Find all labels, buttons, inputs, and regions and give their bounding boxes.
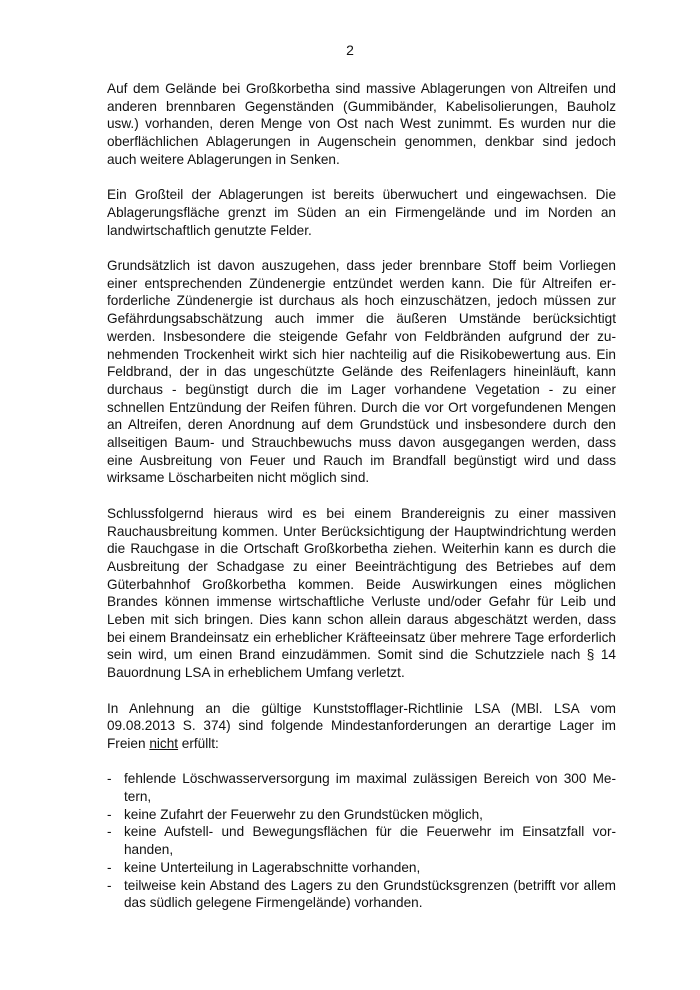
list-item: [107, 859, 616, 877]
list-item: [107, 770, 616, 805]
bullet-dash: -: [107, 806, 112, 822]
bullet-dash: -: [107, 859, 112, 875]
bullet-dash: -: [107, 771, 112, 787]
bullet-dash: -: [107, 877, 112, 893]
list-item-text: fehlende Löschwasserversorgung im maximal zulässigen Bereich von 300 Metern,: [124, 771, 616, 805]
list-item-text: keine Zufahrt der Feuerwehr zu den Grundstücken möglich,: [124, 806, 483, 822]
list-item: [107, 806, 616, 824]
bullet-dash: -: [107, 824, 112, 840]
page-number: 2: [346, 42, 354, 58]
paragraph-vegetation: Ein Großteil der Ablagerungen ist bereits überwuchert und eingewachsen. Die Ablagerungsfläche grenzt im Süden an ein Firmengelände und im Norden an landwirtschaftlich genutzte Felder.: [107, 187, 616, 238]
requirements-intro-before: In Anlehnung an die gültige Kunststofflager-Richtlinie LSA (MBl. LSA vom 09.08.2013 S. 374) sind folgende Mindestanforderungen an derartige Lager im Freien: [107, 700, 616, 751]
requirements-intro: [107, 700, 616, 753]
list-item: [107, 877, 616, 912]
requirements-intro-emphasis: nicht: [149, 735, 179, 751]
list-item: [107, 823, 616, 858]
paragraph-ignition-risk: Grundsätzlich ist davon auszugehen, dass jeder brennbare Stoff beim Vorliegen einer entsprechenden Zündenergie entzündet werden kann. Die für Altreifen erforderliche Zündenergie ist durchaus als hoch einzuschätzen, jedoch müssen zur Gefährdungsabschätzung auch immer die äußeren Umstände berücksichtigt werden. Insbesondere die steigende Gefahr von Feldbränden aufgrund der zunehmenden Trockenheit wirkt sich hier nachteilig auf die Risikobewertung aus. Ein Feldbrand, der in das ungeschützte Gelände des Reifenlagers hineinläuft, kann durchaus - begünstigt durch die im Lager vorhandene Vegetation - zu einer schnellen Entzündung der Reifen führen. Durch die vor Ort vorgefundenen Mengen an Altreifen, deren Anordnung auf dem Grundstück und insbesondere durch den allseitigen Baum- und Strauchbewuchs muss davon ausgegangen werden, dass eine Ausbreitung von Feuer und Rauch im Brandfall begünstigt wird und dass wirksame Löscharbeiten nicht möglich sind.: [107, 258, 616, 486]
paragraph-smoke-consequences: Schlussfolgernd hieraus wird es bei einem Brandereignis zu einer massiven Rauchausbreitung kommen. Unter Berücksichtigung der Hauptwindrichtung werden die Rauchgase in die Ortschaft Großkorbetha ziehen. Weiterhin kann es durch die Ausbreitung der Schadgase zu einer Beeinträchtigung des Betriebes auf dem Güterbahnhof Großkorbetha kommen. Beide Auswirkungen eines möglichen Brandes können immense wirtschaftliche Verluste und/oder Gefahr für Leib und Leben mit sich bringen. Dies kann schon allein daraus abgeschätzt werden, dass bei einem Brandeinsatz ein erheblicher Kräfteeinsatz über mehrere Tage erforderlich sein wird, um einen Brand einzudämmen. Somit sind die Schutzziele nach § 14 Bauordnung LSA in erheblichem Umfang verletzt.: [107, 505, 616, 681]
document-body: [107, 80, 616, 912]
list-item-text: teilweise kein Abstand des Lagers zu den Grundstücksgrenzen (betrifft vor allem das südlich gelegene Firmengelände) vorhanden.: [124, 877, 616, 911]
list-item-text: keine Aufstell- und Bewegungsflächen für die Feuerwehr im Einsatzfall vorhanden,: [124, 824, 616, 858]
list-item-text: keine Unterteilung in Lagerabschnitte vorhanden,: [124, 859, 421, 875]
requirements-intro-after: erfüllt:: [178, 735, 219, 751]
paragraph-deposits: Auf dem Gelände bei Großkorbetha sind massive Ablagerungen von Altreifen und anderen brennbaren Gegenständen (Gummibänder, Kabelisolierungen, Bauholz usw.) vorhanden, deren Menge von Ost nach West zunimmt. Es wurden nur die oberflächlichen Ablagerungen in Augenschein genommen, denkbar sind jedoch auch weitere Ablagerungen in Senken.: [107, 81, 616, 167]
requirements-list: [107, 770, 616, 912]
